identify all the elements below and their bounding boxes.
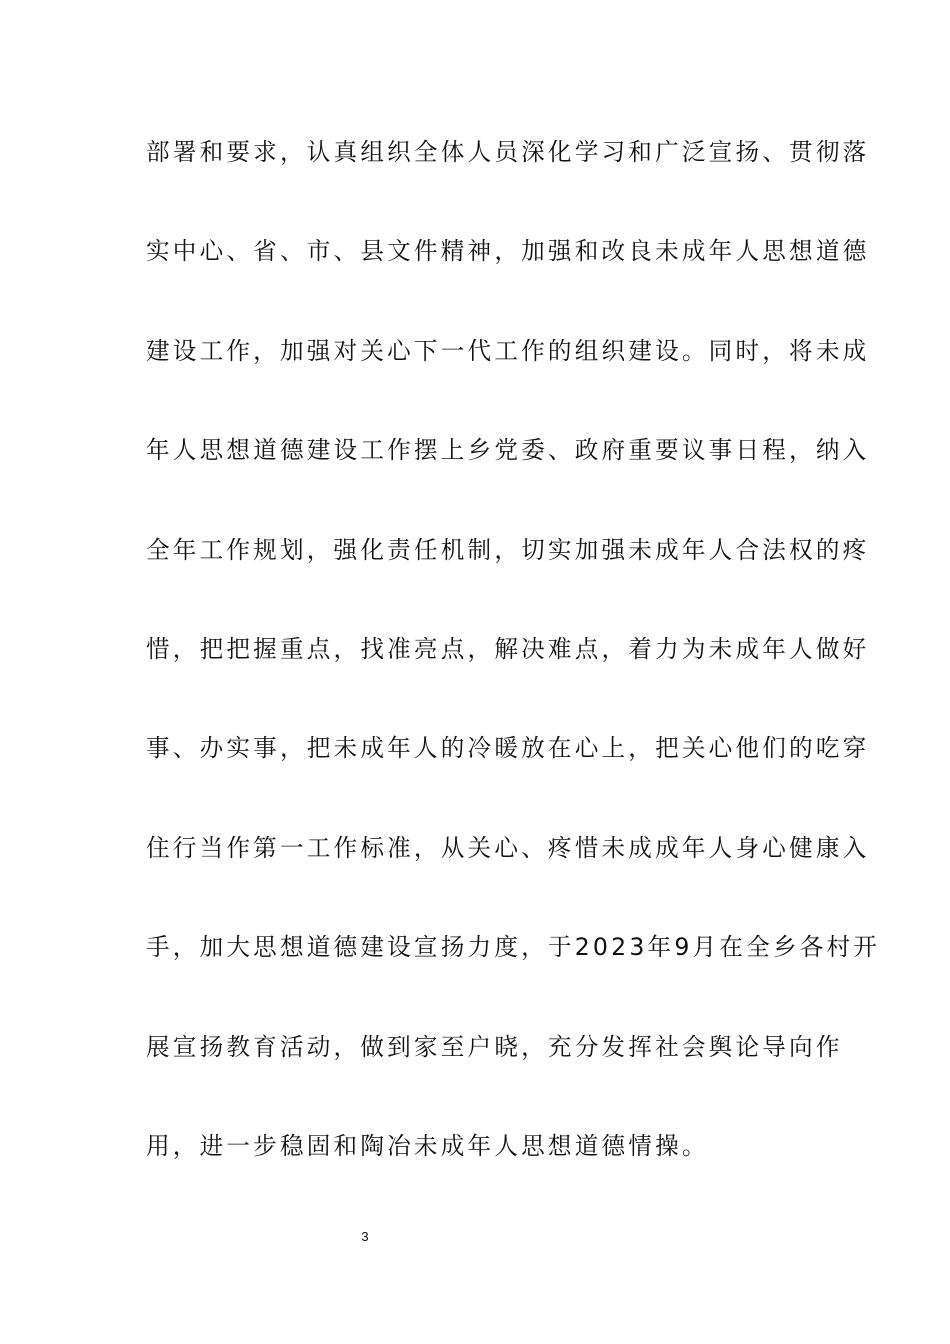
paragraph-line: 惜，把把握重点，找准亮点，解决难点，着力为未成年人做好 [146, 635, 870, 663]
paragraph-line: 住行当作第一工作标准，从关心、疼惜未成成年人身心健康入 [146, 834, 870, 862]
page-number: 3 [361, 1229, 369, 1244]
paragraph-line: 事、办实事，把未成年人的冷暖放在心上，把关心他们的吃穿 [146, 734, 870, 762]
paragraph-line-last: 用，进一步稳固和陶冶未成年人思想道德情操。 [146, 1132, 709, 1160]
paragraph-line: 全年工作规划，强化责任机制，切实加强未成年人合法权的疼 [146, 536, 870, 564]
paragraph-line: 年人思想道德建设工作摆上乡党委、政府重要议事日程，纳入 [146, 436, 870, 464]
paragraph-line: 手，加大思想道德建设宣扬力度，于2023年9月在全乡各村开 [146, 933, 881, 961]
paragraph-line: 实中心、省、市、县文件精神，加强和改良未成年人思想道德 [146, 237, 870, 265]
paragraph-line: 部署和要求，认真组织全体人员深化学习和广泛宣扬、贯彻落 [146, 138, 870, 166]
paragraph-line: 建设工作，加强对关心下一代工作的组织建设。同时，将未成 [146, 337, 870, 365]
paragraph-line: 展宣扬教育活动，做到家至户晓，充分发挥社会舆论导向作 [146, 1033, 843, 1061]
